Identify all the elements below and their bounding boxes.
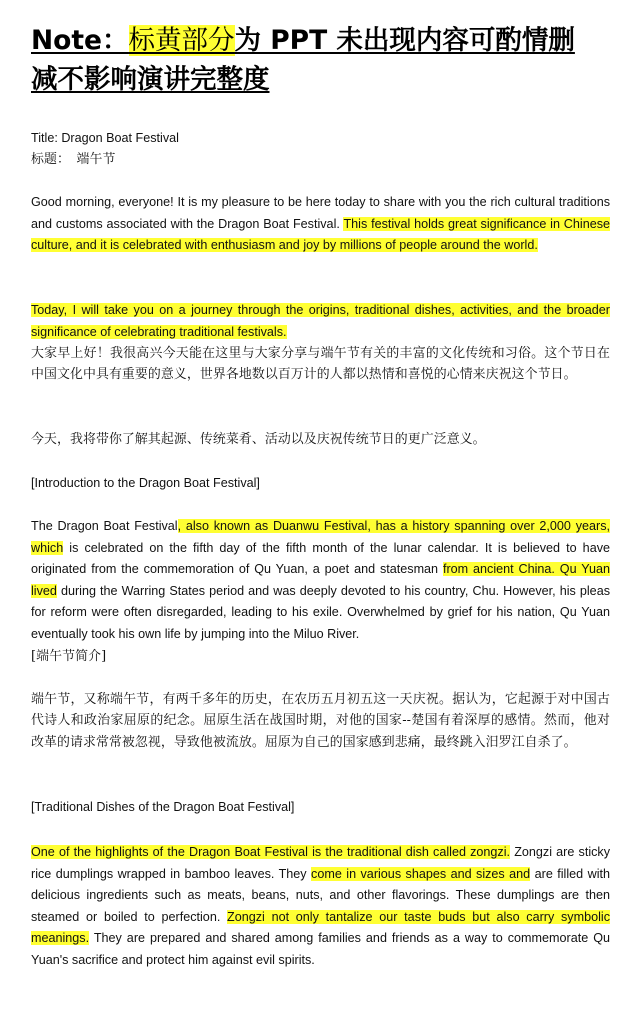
intro-highlight: This festival holds great significance in Chinese culture, and it is celebrated with enthusiasm and joy by millions of people around the world.: [31, 216, 611, 253]
paragraph-intro-cn: 大家早上好！我很高兴今天能在这里与大家分享与端午节有关的丰富的文化传统和习俗。这个节日在中国文化中具有重要的意义，世界各地数以百万计的人都以热情和喜悦的心情来庆祝这个节日。: [31, 346, 610, 383]
section-heading-introduction: [Introduction to the Dragon Boat Festival]: [31, 476, 260, 490]
history-highlight-b: which: [31, 540, 64, 555]
history-text-c: during the Warring States period and was deeply devoted to his country, Chu. However, his pleas for reform were often disregarded, leading to his exile. Overwhelmed by grief for his nation, Qu Yuan eventually took his own life by jumping into the Miluo River.: [31, 583, 610, 641]
history-highlight-c: from ancient China. Qu Yuan lived: [31, 562, 610, 598]
title-chinese: 标题： 端午节: [31, 152, 116, 167]
section-heading-dishes: [Traditional Dishes of the Dragon Boat Festival]: [31, 800, 295, 814]
history-text-b: is celebrated on the fifth day of the fifth month of the lunar calendar. It is believed to have originated from the commemoration of Qu Yuan, a poet and statesman: [31, 540, 610, 577]
zongzi-text-a: Zongzi are sticky rice dumplings wrapped in bamboo leaves. They: [31, 845, 611, 881]
section-heading-introduction-cn: [端午节简介]: [31, 649, 107, 664]
paragraph-history-cn: 端午节，又称端午节，有两千多年的历史，在农历五月初五这一天庆祝。据认为，它起源于对中国古代诗人和政治家屈原的纪念。屈原生活在战国时期，对他的国家--楚国有着深厚的感情。然而，他对改革的请求常常被忽视，导致他被流放。屈原为自己的国家感到悲痛，最终跳入汨罗江自杀了。: [31, 692, 610, 750]
note-heading-line-2: 减不影响演讲完整度: [31, 64, 270, 95]
note-highlight-sample: 标黄部分: [128, 25, 235, 56]
zongzi-highlight-a: One of the highlights of the Dragon Boat Festival is the traditional dish called zongzi.: [31, 845, 511, 859]
paragraph-history: [31, 516, 610, 646]
zongzi-highlight-b: come in various shapes and sizes and: [311, 866, 531, 881]
note-heading: [31, 21, 621, 99]
zongzi-text-b: are filled with delicious ingredients such as meats, beans, nuts, and other flavorings. These dumplings are then steamed or boiled to perfection.: [31, 866, 610, 924]
journey-highlight: Today, I will take you on a journey through the origins, traditional dishes, activities, and the broader significance of celebrating traditional festivals.: [31, 303, 610, 339]
paragraph-zongzi: [31, 842, 610, 972]
zongzi-text-c: They are prepared and shared among families and friends as a way to commemorate Qu Yuan's sacrifice and protect him against evil spirits.: [31, 931, 610, 967]
paragraph-journey-cn: 今天，我将带你了解其起源、传统菜肴、活动以及庆祝传统节日的更广泛意义。: [31, 432, 486, 447]
note-heading-line-1: [31, 21, 621, 60]
history-text-a: The Dragon Boat Festival: [31, 519, 178, 533]
paragraph-journey: [31, 300, 610, 343]
note-text-1: 为 PPT 未出现内容可酌情删: [234, 25, 575, 56]
history-highlight-a: , also known as Duanwu Festival, has a history spanning over 2,000 years,: [177, 519, 610, 533]
zongzi-highlight-c: Zongzi not only tantalize our taste buds but also carry symbolic meanings.: [31, 909, 610, 946]
title-english: Title: Dragon Boat Festival: [31, 131, 179, 145]
paragraph-intro: [31, 192, 610, 257]
note-label: Note：: [31, 25, 129, 56]
intro-text: Good morning, everyone! It is my pleasure to be here today to share with you the rich cultural traditions and customs associated with the Dragon Boat Festival.: [31, 195, 610, 231]
